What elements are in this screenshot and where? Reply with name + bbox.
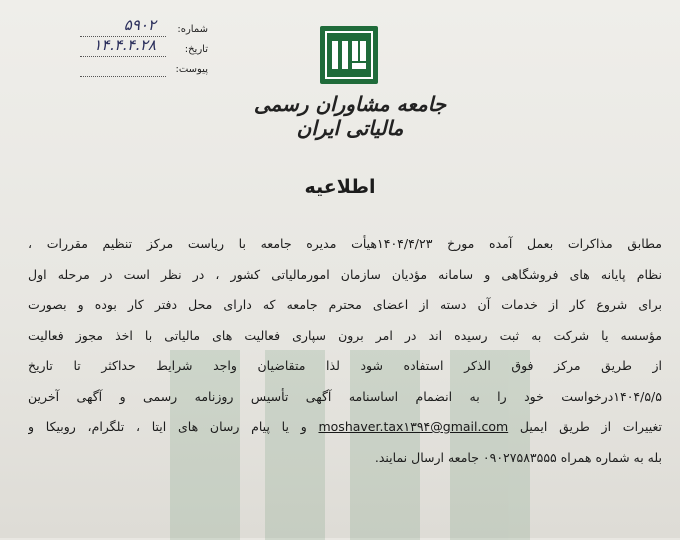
letter-meta xyxy=(58,16,208,82)
org-name: جامعه مشاوران رسمی مالیاتی ایران xyxy=(253,92,447,140)
number-value: ۵۹۰۲ xyxy=(123,16,156,34)
org-logo-icon xyxy=(320,26,378,84)
date-label: تاریخ: xyxy=(184,44,208,55)
body-line: برای شروع کار از خدمات آن دسته از اعضای محترم جامعه که دارای محل دفتر کار بوده و بصورت xyxy=(28,297,662,312)
attachment-dotted-line xyxy=(80,76,166,77)
attachment-label: پیوست: xyxy=(175,64,208,75)
number-label: شماره: xyxy=(177,24,208,35)
email-intro: تغییرات از طریق ایمیل xyxy=(519,419,662,434)
email-outro: و یا پیام رسان های ایتا ، تلگرام، روبیکا و xyxy=(28,419,307,434)
attachment-row xyxy=(58,62,208,82)
date-dotted-line xyxy=(80,56,166,57)
body-line: ۱۴۰۴/۵/۵درخواست خود را به انضمام اساسنامه آگهی تأسیس روزنامه رسمی و آگهی آخرین xyxy=(28,388,662,404)
body-line: از طریق مرکز فوق الذکر استفاده شود لذا متقاضیان واجد شرایط حداکثر تا تاریخ xyxy=(28,358,662,373)
body-line: بله به شماره همراه ۰۹۰۲۷۵۸۳۵۵۵ جامعه ارسال نمایند. xyxy=(374,449,662,465)
date-row xyxy=(58,36,208,62)
body-line-email xyxy=(28,412,662,443)
date-value: ۱۴.۴.۴.۲۸ xyxy=(93,36,156,54)
email-link[interactable]: moshaver.tax۱۳۹۴@gmail.com xyxy=(318,419,509,434)
document-body xyxy=(28,229,662,473)
body-line: مطابق مذاکرات بعمل آمده مورخ ۱۴۰۴/۴/۲۳هیأت مدیره جامعه با ریاست مرکز تنظیم مقررات ، xyxy=(28,236,662,251)
body-line: مؤسسه یا شرکت به ثبت رسیده اند در امر برون سپاری فعالیت های مالیاتی با اخذ مجوز فعالیت xyxy=(28,327,662,343)
body-line: نظام پایانه های فروشگاهی و سامانه مؤدیان سازمان امورمالیاتی کشور ، در نظر است در مرحله اول xyxy=(28,266,662,282)
document-title: اطلاعیه xyxy=(304,176,376,198)
